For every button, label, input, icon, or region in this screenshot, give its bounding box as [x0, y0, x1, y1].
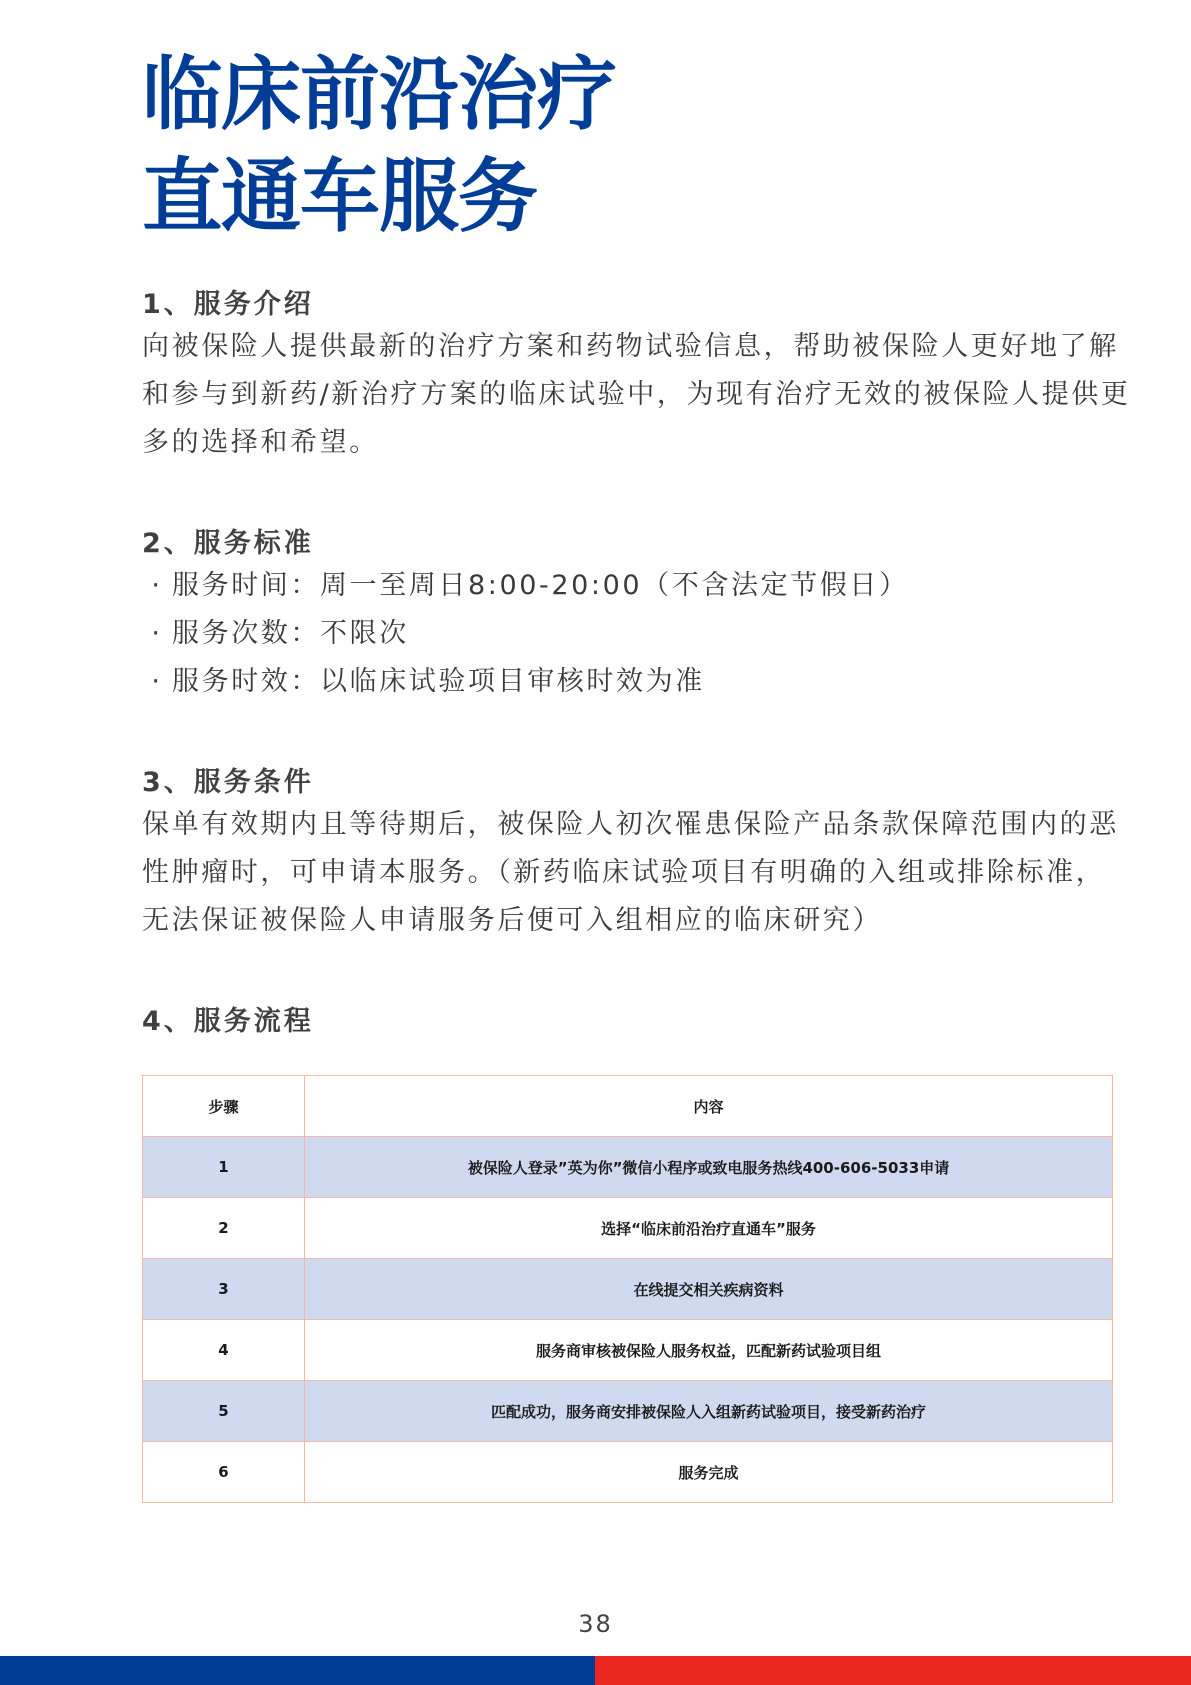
list-item: · 服务时间：周一至周日8:00-20:00（不含法定节假日）: [142, 562, 909, 610]
service-process-table: [142, 1075, 1113, 1503]
section-heading-introduction: 1、服务介绍: [142, 289, 314, 320]
table-row: [143, 1442, 1113, 1503]
table-cell-step: 5: [143, 1381, 305, 1442]
table-cell-step: 3: [143, 1259, 305, 1320]
section-heading-process: 4、服务流程: [142, 1006, 314, 1037]
footer-bar-red: [595, 1656, 1191, 1685]
section-heading-standards: 2、服务标准: [142, 528, 314, 559]
table-cell-step: 4: [143, 1320, 305, 1381]
page-title-line-2: 直通车服务: [142, 150, 537, 243]
table-header-step: 步骤: [143, 1076, 305, 1137]
table-row: [143, 1320, 1113, 1381]
table-row: [143, 1198, 1113, 1259]
table-cell-content: 服务完成: [305, 1442, 1113, 1503]
table-cell-content: 选择“临床前沿治疗直通车”服务: [305, 1198, 1113, 1259]
table-cell-content: 在线提交相关疾病资料: [305, 1259, 1113, 1320]
footer-bar-blue: [0, 1656, 595, 1685]
service-standards-list: [142, 562, 909, 706]
table-cell-step: 2: [143, 1198, 305, 1259]
bullet-dot: ·: [151, 570, 163, 601]
table-cell-content: 服务商审核被保险人服务权益，匹配新药试验项目组: [305, 1320, 1113, 1381]
table-header-row: [143, 1076, 1113, 1137]
page-title-line-1: 临床前沿治疗: [142, 48, 616, 141]
page-title: [142, 44, 842, 248]
section-heading-conditions: 3、服务条件: [142, 767, 314, 798]
table-cell-step: 6: [143, 1442, 305, 1503]
bullet-dot: ·: [151, 618, 163, 649]
table-row: [143, 1137, 1113, 1198]
table-row: [143, 1259, 1113, 1320]
table-cell-content: 被保险人登录”英为你”微信小程序或致电服务热线400-606-5033申请: [305, 1137, 1113, 1198]
table-cell-step: 1: [143, 1137, 305, 1198]
bullet-dot: ·: [151, 666, 163, 697]
table-header-content: 内容: [305, 1076, 1113, 1137]
table-cell-content: 匹配成功，服务商安排被保险人入组新药试验项目，接受新药治疗: [305, 1381, 1113, 1442]
table-row: [143, 1381, 1113, 1442]
section-conditions-body: 保单有效期内且等待期后，被保险人初次罹患保险产品条款保障范围内的恶性肿瘤时，可申请本服务。（新药临床试验项目有明确的入组或排除标准，无法保证被保险人申请服务后便可入组相应的临床研究）: [142, 809, 1119, 936]
list-item: · 服务时效：以临床试验项目审核时效为准: [142, 658, 909, 706]
list-item: · 服务次数：不限次: [142, 610, 909, 658]
section-introduction-body: 向被保险人提供最新的治疗方案和药物试验信息，帮助被保险人更好地了解和参与到新药/新治疗方案的临床试验中，为现有治疗无效的被保险人提供更多的选择和希望。: [142, 331, 1131, 458]
page-number: 38: [578, 1610, 613, 1638]
